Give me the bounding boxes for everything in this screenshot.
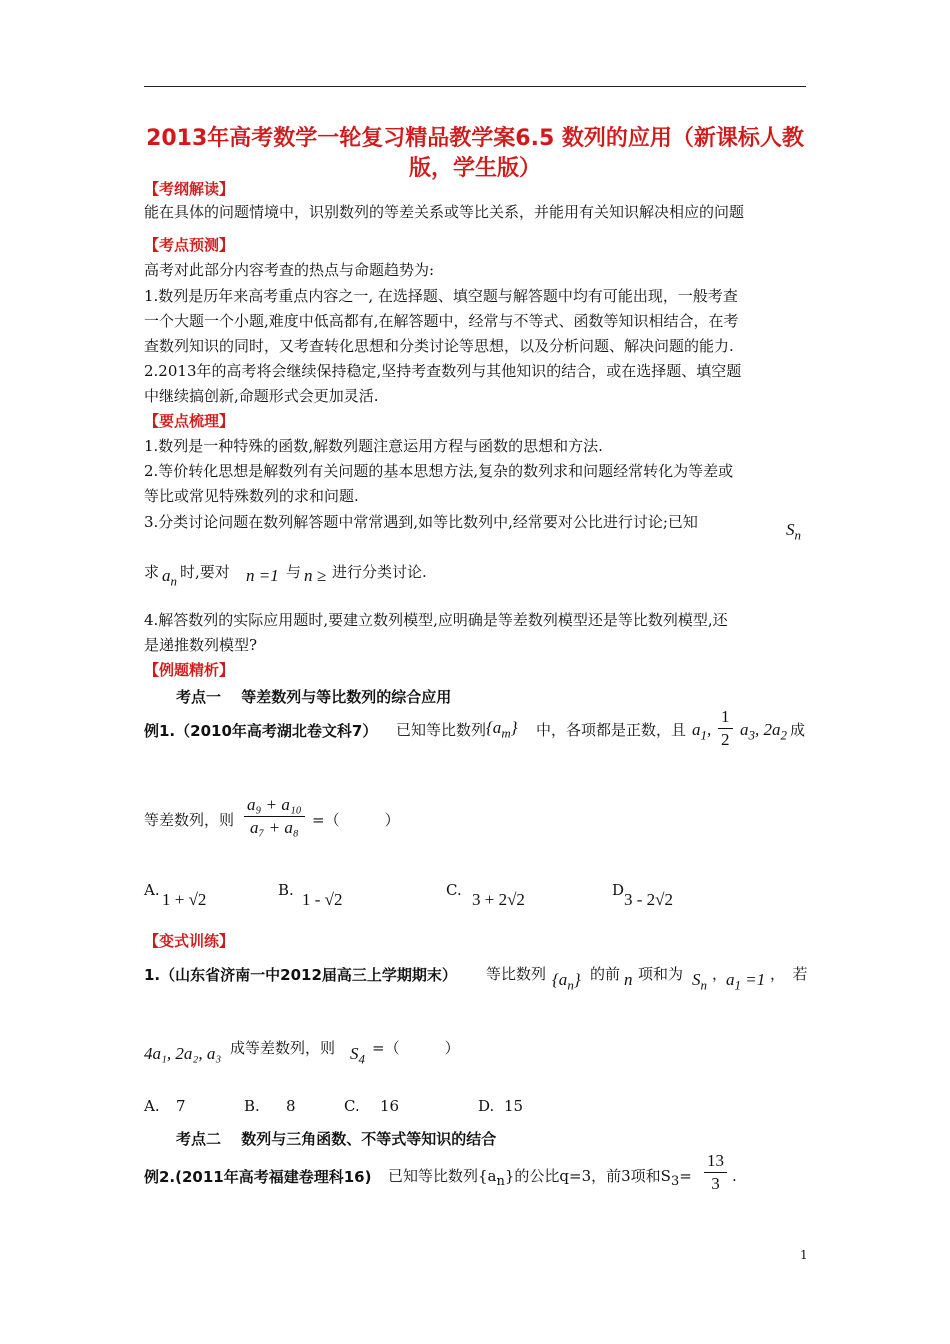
page-number: 1 — [800, 1248, 808, 1262]
math-n-eq-1: n =1 — [246, 566, 279, 585]
option-label: D. — [478, 1097, 495, 1115]
math-S4: $S_4$ — [350, 1044, 365, 1067]
kdyc-line: 中继续搞创新,命题形式会更加灵活. — [144, 387, 379, 405]
kdyc-line: 2.2013年的高考将会继续保持稳定,坚持考查数列与其他知识的结合，或在选择题、填空题 — [144, 362, 742, 380]
option-value: 3 + 2√2 — [472, 890, 525, 909]
section-heading-ltjx: 【例题精析】 — [144, 661, 235, 679]
option-label: B. — [244, 1097, 260, 1115]
math-Sn: $S_n$ — [692, 970, 707, 993]
exercise-blank: =（ ） — [372, 1039, 460, 1057]
ydsl-line: 3.分类讨论问题在数列解答题中常常遇到,如等比数列中,经常要对公比进行讨论;已知 — [144, 513, 698, 531]
ydsl-yu: 与 — [286, 563, 302, 581]
kdyc-line: 一个大题一个小题,难度中低高都有,在解答题中，经常与不等式、函数等知识相结合，在考 — [144, 312, 739, 330]
kgjd-text: 能在具体的问题情境中，识别数列的等差关系或等比关系，并能用有关知识解决相应的问题 — [144, 203, 745, 221]
exercise-text: ， 若 — [770, 965, 808, 983]
math-Sn: $S_n$ — [786, 520, 801, 543]
example-label: 例2.(2011年高考福建卷理科16) — [144, 1168, 372, 1186]
math-seq-an: $\{a_n\}$ — [552, 970, 581, 993]
option-label: A. — [144, 881, 160, 899]
ydsl-line: 2.等价转化思想是解数列有关问题的基本思想方法,复杂的数列求和问题经常转化为等差或 — [144, 462, 734, 480]
exercise-text: 项和为 — [638, 965, 684, 983]
option-value: 7 — [176, 1097, 186, 1115]
math-a1-eq-1: $a_1 =1$ — [726, 970, 766, 993]
option-label: A. — [144, 1097, 160, 1115]
exercise-label: 1.（山东省济南一中2012届高三上学期期末） — [144, 966, 457, 984]
math-fraction-ratio: $\frac{\text{a₉ + a₁₀}}{\text{a₇ + a₈}}$ — [244, 794, 305, 839]
ydsl-line: 是递推数列模型? — [144, 636, 258, 654]
option-value: 3 - 2√2 — [624, 890, 673, 909]
exercise-text: 等比数列 — [486, 965, 547, 983]
math-fraction-13-3: $\frac{13}{3}$ — [704, 1150, 727, 1195]
option-label: C. — [344, 1097, 360, 1115]
option-value: 8 — [286, 1097, 296, 1115]
option-value: 15 — [504, 1097, 524, 1115]
option-label: B. — [278, 881, 294, 899]
example-text: 中，各项都是正数，且 — [536, 721, 687, 739]
exercise-text: 成等差数列，则 — [230, 1039, 336, 1057]
example-text: . — [732, 1167, 737, 1185]
option-value: 16 — [380, 1097, 400, 1115]
ydsl-line: 4.解答数列的实际应用题时,要建立数列模型,应明确是等差数列模型还是等比数列模型,还 — [144, 611, 728, 629]
math-fraction-half: $\frac{1}{2}$ — [718, 706, 733, 751]
math-terms: 4a₁, 2a₂, a₃ — [144, 1044, 222, 1063]
ydsl-mid: 时,要对 — [180, 563, 230, 581]
section-heading-kdyc: 【考点预测】 — [144, 236, 235, 254]
ydsl-qiu: 求 — [144, 563, 160, 581]
math-n-ge: n ≥ — [304, 566, 327, 585]
header-rule — [144, 86, 806, 87]
option-value: 1 + √2 — [162, 890, 207, 909]
math-a1: $a_1$, — [692, 720, 712, 743]
example-text: 已知等比数列$\{a_n\}$的公比q=3，前3项和$S_3=$ — [388, 1167, 692, 1189]
kdyc-line: 1.数列是历年来高考重点内容之一, 在选择题、填空题与解答题中均有可能出现，一般考查 — [144, 287, 738, 305]
exercise-text: ， — [712, 965, 728, 983]
ydsl-end: 进行分类讨论. — [332, 563, 427, 581]
example-text: 已知等比数列 — [396, 721, 487, 739]
ydsl-line: 1.数列是一种特殊的函数,解数列题注意运用方程与函数的思想和方法. — [144, 437, 603, 455]
topic-heading: 考点二 数列与三角函数、不等式等知识的结合 — [176, 1130, 497, 1148]
option-label: C. — [446, 881, 462, 899]
document-title: 2013年高考数学一轮复习精品教学案6.5 数列的应用（新课标人教版，学生版） — [146, 126, 804, 181]
example-blank: =（ ） — [312, 811, 400, 829]
math-a3-2a2: $a_3$, $2a_2$ — [740, 720, 787, 743]
section-heading-kgjd: 【考纲解读】 — [144, 180, 235, 198]
example-text: 等差数列，则 — [144, 811, 235, 829]
topic-heading: 考点一 等差数列与等比数列的综合应用 — [176, 688, 452, 706]
ydsl-line: 等比或常见特殊数列的求和问题. — [144, 487, 359, 505]
kdyc-intro: 高考对此部分内容考查的热点与命题趋势为: — [144, 261, 435, 279]
section-heading-ydsl: 【要点梳理】 — [144, 412, 235, 430]
example-text: 成 — [790, 721, 806, 739]
option-value: 1 - √2 — [302, 890, 343, 909]
kdyc-line: 查数列知识的同时，又考查转化思想和分类讨论等思想，以及分析问题、解决问题的能力. — [144, 337, 734, 355]
math-an: $a_n$ — [162, 566, 177, 589]
exercise-text: 的前 — [590, 965, 621, 983]
math-n: n — [624, 970, 633, 989]
example-label: 例1.（2010年高考湖北卷文科7） — [144, 722, 378, 740]
section-heading-bsxl: 【变式训练】 — [144, 932, 235, 950]
math-seq-am: $\{a_m\}$ — [486, 718, 518, 741]
option-label: D — [612, 881, 625, 899]
